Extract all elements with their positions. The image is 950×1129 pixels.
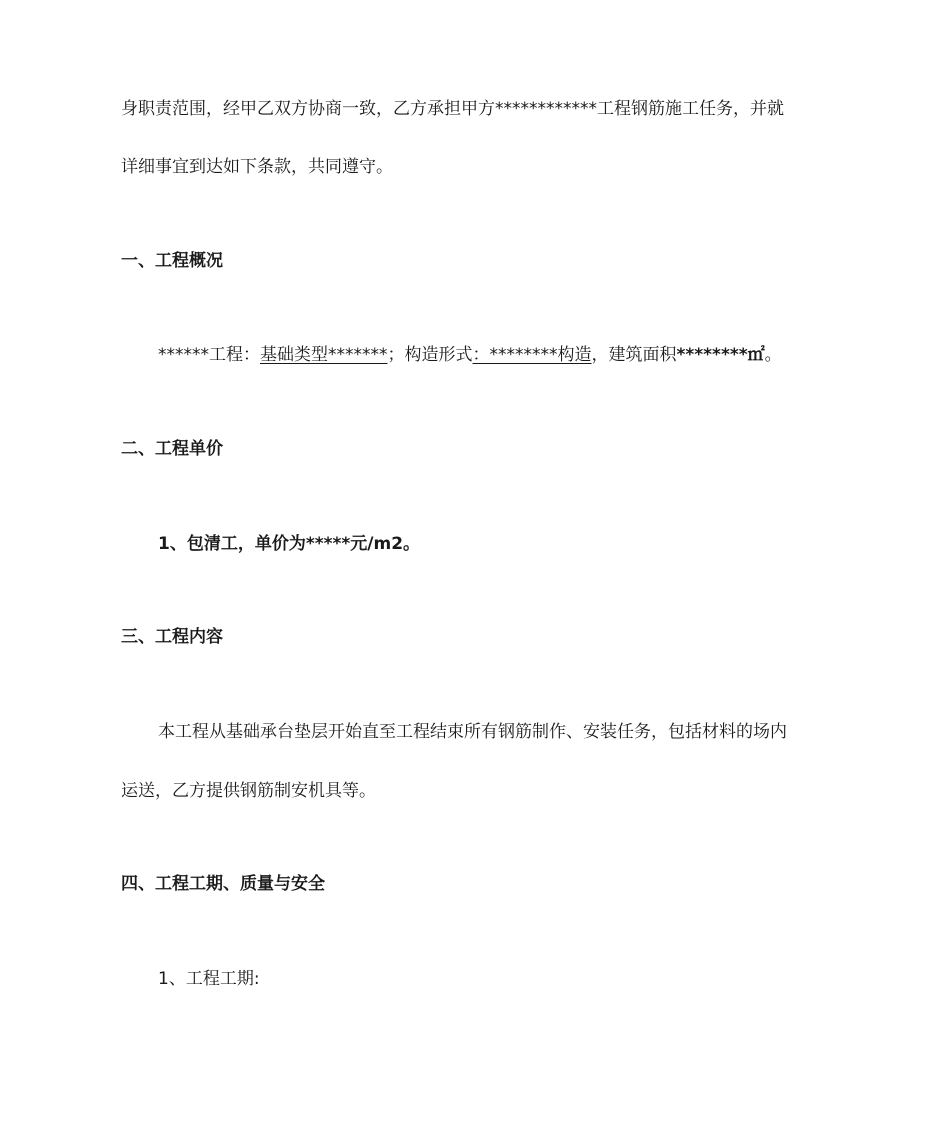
content-line-2: 运送，乙方提供钢筋制安机具等。: [121, 781, 376, 801]
area-value: ********㎡: [676, 345, 765, 365]
content-line-1: 本工程从基础承台垫层开始直至工程结束所有钢筋制作、安装任务，包括材料的场内: [158, 722, 787, 742]
section-heading-overview: 一、工程概况: [121, 251, 223, 271]
structure-label: ；构造形式: [387, 345, 473, 365]
intro-line-1: 身职责范围，经甲乙双方协商一致，乙方承担甲方************工程钢筋施工任务，并就: [121, 99, 784, 119]
section-heading-schedule: 四、工程工期、质量与安全: [121, 874, 325, 894]
project-name: ******工程：: [158, 345, 260, 365]
unit-price-item: 1、包清工，单价为*****元/m2。: [158, 534, 421, 554]
section-heading-unit-price: 二、工程单价: [121, 439, 223, 459]
area-label: ，建筑面积: [591, 345, 677, 365]
intro-line-2: 详细事宜到达如下条款，共同遵守。: [121, 157, 393, 177]
paragraph-end: 。: [764, 345, 782, 365]
schedule-item: 1、工程工期:: [158, 969, 260, 989]
section-heading-content: 三、工程内容: [121, 627, 223, 647]
structure-type: ：********构造: [472, 345, 592, 365]
foundation-type: 基础类型*******: [260, 345, 388, 365]
overview-paragraph: [158, 343, 782, 367]
